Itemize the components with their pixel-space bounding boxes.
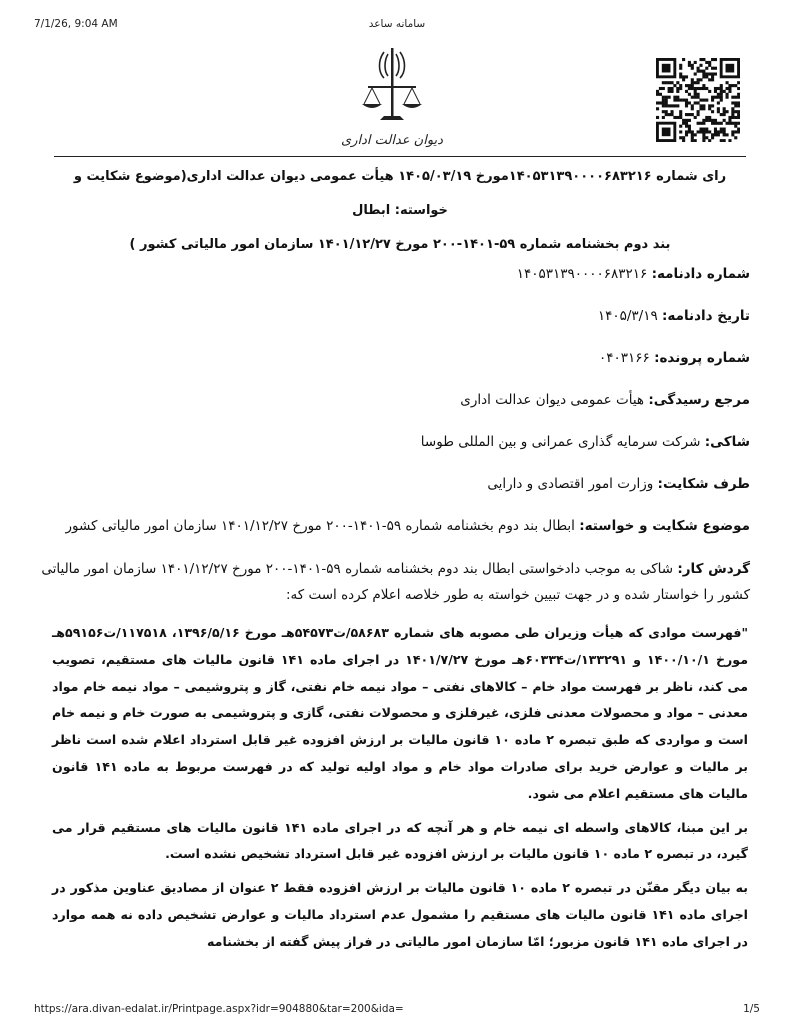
page-number: 1/5: [743, 1003, 760, 1015]
subject-label: موضوع شکایت و خواسته:: [579, 518, 750, 534]
defendant-label: طرف شکایت:: [657, 476, 750, 492]
plaintiff-row: [40, 430, 750, 472]
plaintiff: شرکت سرمایه گذاری عمرانی و بین المللی طوسا: [420, 434, 701, 450]
decision-date-row: [40, 304, 750, 346]
authority-label: مرجع رسیدگی:: [648, 392, 750, 408]
decision-date: ۱۴۰۵/۳/۱۹: [597, 308, 658, 324]
body-paragraph-3: به بیان دیگر مقنّن در تبصره ۲ ماده ۱۰ قانون مالیات بر ارزش افزوده فقط ۲ عنوان از مصادیق عناوین مذکور در اجرای ماده ۱۴۱ قانون مالیات های مستقیم را مشمول عدم استرداد مالیات و عوارض تشخیص داده نه همه موارد در اجرای ماده ۱۴۱ قانون مزبور؛ امّا سازمان امور مالیاتی در فراز پیش گفته از بخشنامه: [52, 880, 748, 949]
page-title: [48, 160, 752, 262]
site-title: سامانه ساعد: [368, 18, 426, 30]
decision-metadata: [40, 262, 750, 618]
decision-number-row: [40, 262, 750, 304]
court-emblem-icon: [340, 46, 444, 154]
print-header: [34, 18, 760, 32]
plaintiff-label: شاکی:: [704, 434, 750, 450]
case-number-row: [40, 346, 750, 388]
workflow-label: گردش کار:: [677, 561, 750, 577]
authority-row: [40, 388, 750, 430]
title-line-2: بند دوم بخشنامه شماره ۵۹-۱۴۰۱-۲۰۰ مورخ ۱۴۰۱/۱۲/۲۷ سازمان امور مالیاتی کشور ): [129, 237, 671, 252]
page-url: https://ara.divan-edalat.ir/Printpage.aspx?idr=904880&tar=200&ida=: [34, 1003, 404, 1015]
case-number-label: شماره پرونده:: [654, 350, 750, 366]
qr-code-icon: [656, 58, 740, 142]
decision-date-label: تاریخ دادنامه:: [662, 308, 750, 324]
body-paragraph-1: "فهرست موادی که هیأت وزیران طی مصوبه های شماره ۵۸۶۸۳/ت۵۴۵۷۳هـ مورخ ۱۳۹۶/۵/۱۶، ۱۱۷۵۱۸/ت۵۹۱۵۶هـ مورخ ۱۴۰۰/۱۰/۱ و ۱۳۳۲۹۱/ت۶۰۳۳۴هـ مورخ ۱۴۰۱/۷/۲۷ در اجرای ماده ۱۴۱ قانون مالیات های مستقیم، تصویب می کند، ناظر بر فهرست مواد خام – کالاهای نفتی – مواد نیمه خام نفتی، گاز و پتروشیمی – مواد نیمه خام مواد معدنی – مواد و محصولات معدنی فلزی، غیرفلزی و محصولات نفتی، گازی و پتروشیمی به صورت خام و نیمه خام است و مواردی که طبق تبصره ۲ ماده ۱۰ قانون مالیات بر ارزش افزوده غیر قابل استرداد اعلام شده است ناظر بر مالیات و عوارض خرید برای صادرات مواد خام و مواد اولیه تولید که در فهرست مربوط به ماده ۱۴۱ قانون مالیات های مستقیم اعلام می شود.: [52, 625, 749, 801]
decision-number: ۱۴۰۵۳۱۳۹۰۰۰۰۶۸۳۲۱۶: [516, 266, 648, 282]
title-line-1: رای شماره ۱۴۰۵۳۱۳۹۰۰۰۰۶۸۳۲۱۶مورخ ۱۴۰۵/۰۳/۱۹ هیأت عمومی دیوان عدالت اداری(موضوع شکایت و خواسته: ابطال: [73, 169, 727, 218]
case-number: ۰۴۰۳۱۶۶: [599, 350, 650, 366]
subject: ابطال بند دوم بخشنامه شماره ۵۹-۱۴۰۱-۲۰۰ مورخ ۱۴۰۱/۱۲/۲۷ سازمان امور مالیاتی کشور: [65, 518, 575, 534]
header-divider: [54, 156, 746, 157]
subject-row: [40, 514, 750, 556]
authority: هیأت عمومی دیوان عدالت اداری: [460, 392, 645, 408]
decision-body: [52, 620, 748, 963]
workflow-row: [40, 556, 750, 608]
body-paragraph-2: بر این مبنا، کالاهای واسطه ای نیمه خام و هر آنچه که در اجرای ماده ۱۴۱ قانون مالیات های مستقیم قرار می گیرد، در تبصره ۲ ماده ۱۰ قانون مالیات بر ارزش افزوده غیر قابل استرداد تشخیص نشده است.: [52, 819, 748, 862]
print-date: 7/1/26, 9:04 AM: [34, 18, 118, 30]
defendant-row: [40, 472, 750, 514]
workflow: شاکی به موجب دادخواستی ابطال بند دوم بخشنامه شماره ۵۹-۱۴۰۱-۲۰۰ مورخ ۱۴۰۱/۱۲/۲۷ سازمان امور مالیاتی کشور را خواستار شده و در جهت تبیین خواسته به طور خلاصه اعلام کرده است که:: [41, 561, 750, 603]
defendant: وزارت امور اقتصادی و دارایی: [487, 476, 654, 492]
logo-caption: دیوان عدالت اداری: [341, 133, 443, 148]
decision-number-label: شماره دادنامه:: [651, 266, 750, 282]
